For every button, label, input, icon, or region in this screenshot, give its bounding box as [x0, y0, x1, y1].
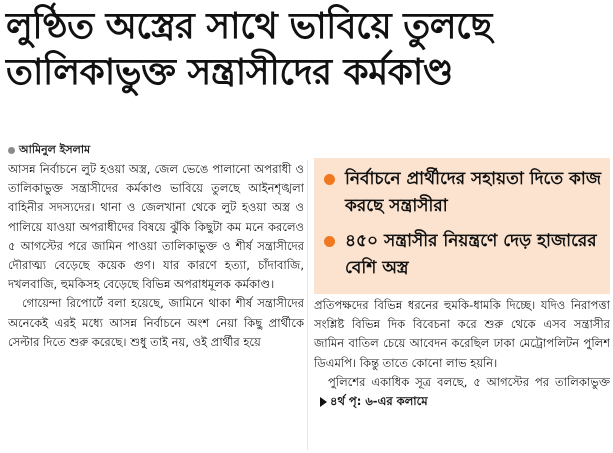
highlight-text: ৪৫০ সন্ত্রাসীর নিয়ন্ত্রণে দেড় হাজারের বেশি অস্ত্র — [345, 231, 597, 278]
orange-bullet-icon — [324, 174, 335, 185]
orange-bullet-icon — [324, 236, 335, 247]
paragraph — [314, 373, 610, 411]
headline-line-1: লুণ্ঠিত অস্ত্রের সাথে ভাবিয়ে তুলছে — [6, 6, 492, 47]
highlight-box — [314, 158, 610, 294]
continuation-text: ৪র্থ পৃ: ৬-এর কলামে — [330, 394, 428, 409]
article-column-left — [8, 160, 304, 450]
paragraph: গোয়েন্দা রিপোর্টে বলা হয়েছে, জামিনে থাকা শীর্ষ সন্ত্রাসীদের অনেকেই এরই মধ্যে আসন্ন নির্বাচনে অংশ নেয়া কিছু প্রার্থীকে সেল্টার দিতে শুরু করেছে। শুধু তাই নয়, ওই প্রার্থীর হয়ে — [8, 296, 304, 349]
paragraph: আসন্ন নির্বাচনে লুট হওয়া অস্ত্র, জেল ভেঙে পালানো অপরাধী ও তালিকাভুক্ত সন্ত্রাসীদের কর্মকাণ্ড ভাবিয়ে তুলছে আইনশৃঙ্খলা বাহিনীর সদস্যদের। থানা ও জেলখানা থেকে লুট হওয়া অস্ত্র ও পালিয়ে যাওয়া অপরাধীদের বিষয়ে ঝুঁকি কিছুটা কম মনে করলেও ৫ আগস্টের পরে জামিন পাওয়া তালিকাভুক্ত ও শীর্ষ সন্ত্রাসীদের দৌরাত্ম্য বেড়েছে কয়েক গুণ। যার কারণে হত্যা, চাঁদাবাজি, দখলবাজি, হুমকিসহ বেড়েছে বিভিন্ন অপরাধমূলক কর্মকাণ্ড। — [8, 162, 304, 292]
paragraph: প্রতিপক্ষদের বিভিন্ন ধরনের হুমকি-ধামকি দিচ্ছে। যদিও নিরাপত্তা সংশ্লিষ্ট বিভিন্ন দিক বিবেচনা করে শুরু থেকে এসব সন্ত্রাসীর জামিন বাতিল চেয়ে আবেদন করেছিল ঢাকা মেট্রোপলিটন পুলিশ ডিএমপি। কিন্তু তাতে কোনো লাভ হয়নি। — [314, 298, 610, 370]
highlight-item — [322, 228, 602, 282]
continuation-note — [314, 394, 428, 408]
column-divider — [307, 160, 308, 450]
headline-line-2: তালিকাভুক্ত সন্ত্রাসীদের কর্মকাণ্ড — [6, 52, 453, 93]
byline — [8, 141, 90, 160]
headline — [6, 4, 606, 96]
author-name: আমিনুল ইসলাম — [19, 143, 91, 156]
highlight-text: নির্বাচনে প্রার্থীদের সহায়তা দিতে কাজ করছে সন্ত্রাসীরা — [345, 169, 602, 216]
article-column-right — [314, 296, 610, 446]
highlight-item — [322, 166, 602, 220]
bullet-dot-icon — [8, 147, 15, 154]
paragraph-text: পুলিশের একাধিক সূত্র বলছে, ৫ আগস্টের পর তালিকাভুক্ত — [328, 374, 610, 389]
triangle-pointer-icon — [320, 397, 327, 407]
